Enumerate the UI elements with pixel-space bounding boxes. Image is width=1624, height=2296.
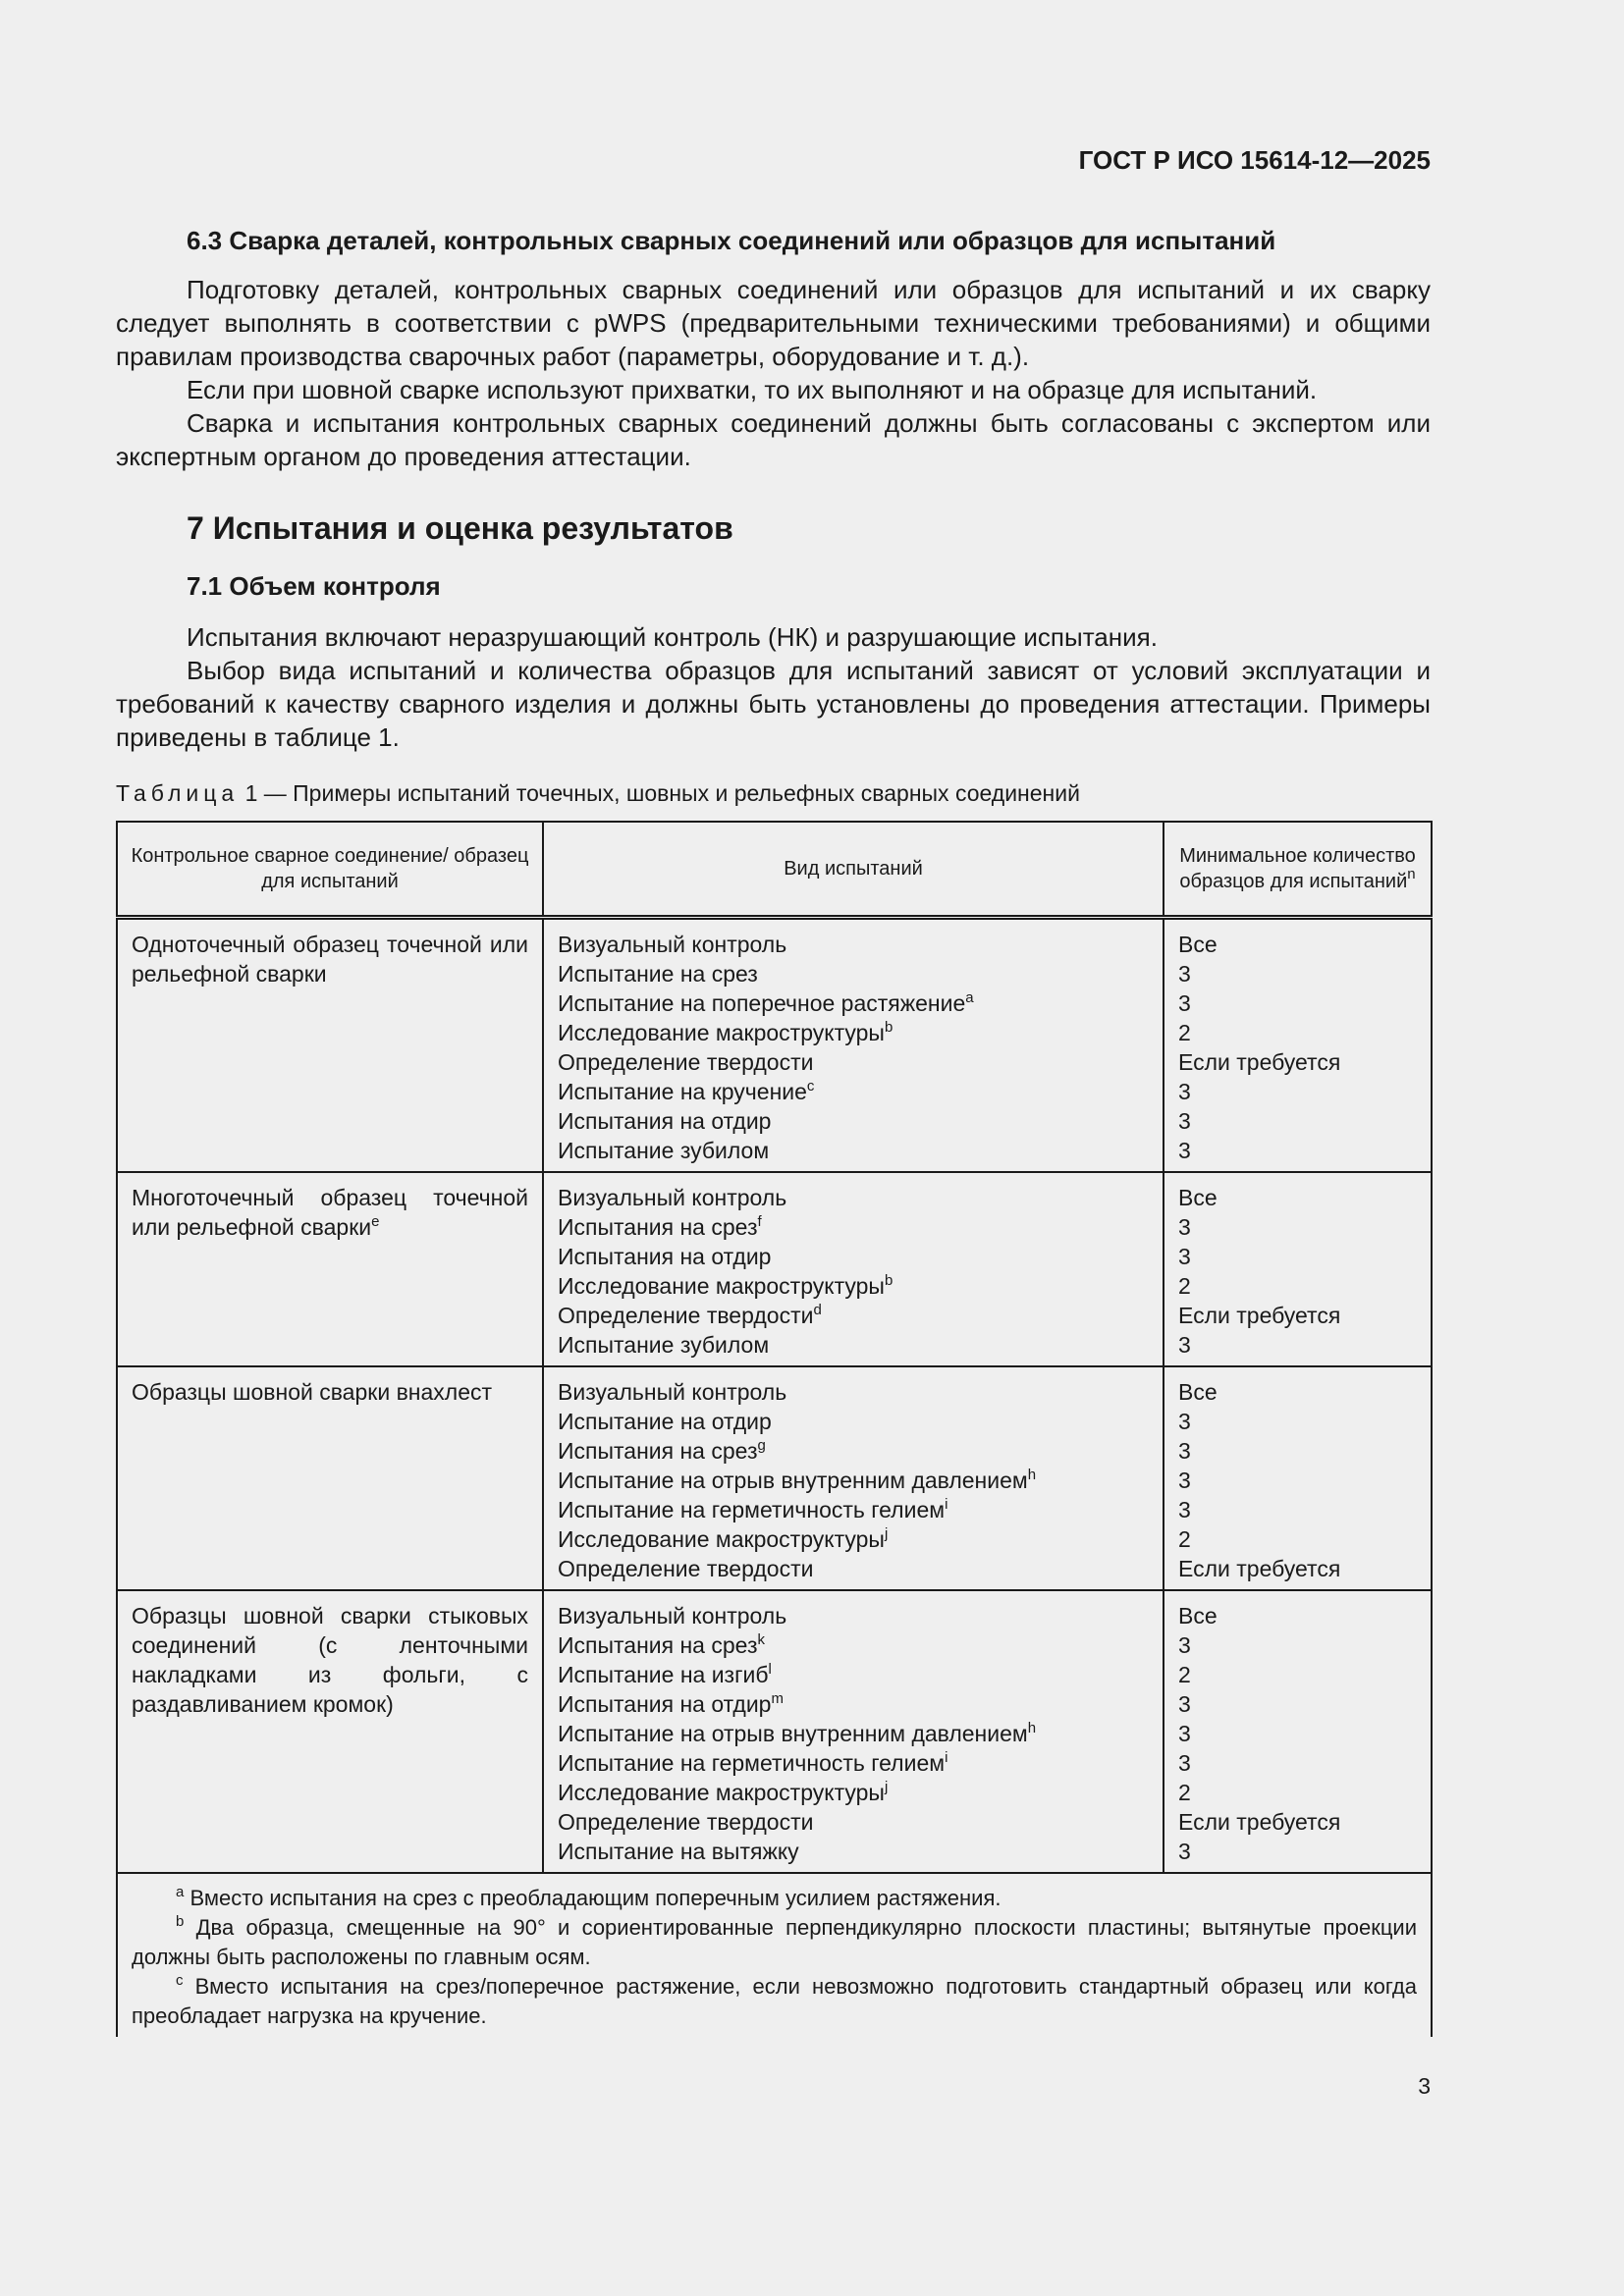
test-quantity: Все [1178,932,1218,957]
test-quantity: 2 [1178,1526,1191,1552]
test-name [558,1077,1149,1106]
page-content [116,224,1431,2037]
test-quantity: Если требуется [1178,1809,1341,1835]
test-name [558,1377,1149,1407]
test-quantity: Если требуется [1178,1556,1341,1581]
footnote [132,1913,1417,1972]
header-specimen: Контрольное сварное соединение/ образец для испытаний [117,822,543,918]
test-name-text: Испытание на поперечное растяжение [558,990,966,1016]
test-quantity: 3 [1178,1108,1191,1134]
test-name-text: Испытания на отдир [558,1244,772,1269]
footnote-mark: a [176,1884,185,1900]
test-quantity: 3 [1178,1214,1191,1240]
section-6-3-heading: 6.3 Сварка деталей, контрольных сварных соединений или образцов для испытаний [187,226,1276,255]
specimen-cell [117,918,543,1173]
document-code: ГОСТ Р ИСО 15614-12—2025 [1078,145,1431,175]
test-name [558,1601,1149,1630]
test-quantity: Все [1178,1379,1218,1405]
footnote-mark: b [176,1913,185,1930]
test-quantity: 3 [1178,1138,1191,1163]
test-quantity: 3 [1178,1332,1191,1358]
test-quantity: 3 [1178,1750,1191,1776]
test-name-text: Испытания на срез [558,1214,758,1240]
specimen-text: Образцы шовной сварки стыковых соединений (с ленточными накладками из фольги, с раздавливанием кромок) [132,1603,528,1717]
test-name-text: Испытания на отдир [558,1108,772,1134]
test-name-text: Испытание на отрыв внутренним давлением [558,1721,1028,1746]
footnote-ref: d [813,1302,822,1318]
test-name [558,1689,1149,1719]
test-name-text: Испытание зубилом [558,1138,770,1163]
test-quantity: 3 [1178,1632,1191,1658]
test-name [558,1495,1149,1524]
footnote-ref: j [884,1779,889,1795]
test-name [558,1778,1149,1807]
table-row [117,1590,1432,1873]
test-name-text: Исследование макроструктуры [558,1020,885,1045]
test-quantity: 2 [1178,1780,1191,1805]
test-name-text: Испытание на срез [558,961,758,987]
test-name-text: Испытание на вытяжку [558,1839,799,1864]
test-types-cell [543,918,1164,1173]
test-quantity: 3 [1178,1721,1191,1746]
test-name [558,1106,1149,1136]
test-name-text: Исследование макроструктуры [558,1273,885,1299]
test-quantity: 3 [1178,1839,1191,1864]
footnote-ref: n [1407,866,1416,882]
test-quantity: 2 [1178,1273,1191,1299]
test-name [558,930,1149,959]
specimen-text: Многоточечный образец точечной или рельефной сварки [132,1185,528,1240]
table-header-row [117,822,1432,918]
specimen-text: Одноточечный образец точечной или рельефной сварки [132,932,528,987]
test-quantity: 3 [1178,1468,1191,1493]
footnote-ref: b [884,1272,893,1289]
test-name-text: Визуальный контроль [558,1379,787,1405]
test-quantity: 3 [1178,1079,1191,1104]
page-number: 3 [1418,2073,1431,2099]
table-footnotes [117,1873,1432,2037]
test-name-text: Испытание зубилом [558,1332,770,1358]
specimen-cell [117,1366,543,1590]
test-quantity: 2 [1178,1020,1191,1045]
quantities-cell [1164,1366,1432,1590]
test-name-text: Испытание на отрыв внутренним давлением [558,1468,1028,1493]
test-name [558,1630,1149,1660]
footnote-text: Вместо испытания на срез/поперечное растяжение, если невозможно подготовить стандартный образец или когда преобладает нагрузка на кручение. [132,1974,1417,2028]
section-7-1-heading: 7.1 Объем контроля [187,571,441,601]
footnote-mark: c [176,1972,184,1989]
test-name [558,1436,1149,1466]
footnote-ref: k [757,1631,765,1648]
test-name [558,1242,1149,1271]
test-quantity: Все [1178,1185,1218,1210]
quantities-cell [1164,1590,1432,1873]
test-name-text: Испытание на кручение [558,1079,807,1104]
test-name-text: Испытание на герметичность гелием [558,1750,946,1776]
test-name-text: Испытания на срез [558,1438,758,1464]
test-quantity: 3 [1178,1497,1191,1522]
test-name [558,1047,1149,1077]
test-quantity: Если требуется [1178,1303,1341,1328]
test-name [558,1183,1149,1212]
quantities-cell [1164,918,1432,1173]
test-name [558,1330,1149,1360]
test-name [558,1748,1149,1778]
test-name-text: Испытания на срез [558,1632,758,1658]
table-row [117,918,1432,1173]
quantities-cell [1164,1172,1432,1366]
test-name [558,1271,1149,1301]
footnotes-row [117,1873,1432,2037]
test-name [558,1837,1149,1866]
footnote [132,1884,1417,1913]
test-quantity: 2 [1178,1662,1191,1687]
test-quantity: 3 [1178,1691,1191,1717]
test-quantity: Все [1178,1603,1218,1629]
specimen-cell [117,1590,543,1873]
footnote-text: Вместо испытания на срез с преобладающим поперечным усилием растяжения. [184,1886,1001,1910]
test-types-cell [543,1172,1164,1366]
test-name-text: Исследование макроструктуры [558,1526,885,1552]
test-name-text: Визуальный контроль [558,1185,787,1210]
footnote-ref: f [757,1213,762,1230]
test-name [558,1212,1149,1242]
test-name [558,1524,1149,1554]
table-row [117,1366,1432,1590]
table-caption-word: Таблица [116,780,240,806]
table-caption-text: 1 — Примеры испытаний точечных, шовных и рельефных сварных соединений [239,780,1080,806]
test-quantity: Если требуется [1178,1049,1341,1075]
specimen-text: Образцы шовной сварки внахлест [132,1379,493,1405]
test-name [558,1018,1149,1047]
test-name [558,1136,1149,1165]
test-quantity: 3 [1178,1438,1191,1464]
tests-table [116,821,1433,2037]
test-types-cell [543,1590,1164,1873]
test-name [558,959,1149,988]
test-name-text: Определение твердости [558,1303,814,1328]
footnote-text: Два образца, смещенные на 90° и сориентированные перпендикулярно плоскости пластины; вытянутые проекции должны быть расположены по главным осям. [132,1915,1417,1969]
footnote-ref: h [1027,1720,1037,1736]
test-quantity: 3 [1178,1244,1191,1269]
table-caption [116,779,1431,807]
footnote-ref: g [757,1437,766,1454]
specimen-cell [117,1172,543,1366]
test-quantity: 3 [1178,1409,1191,1434]
footnote-ref: e [371,1213,380,1230]
test-name [558,1719,1149,1748]
test-name-text: Определение твердости [558,1809,814,1835]
test-name-text: Визуальный контроль [558,932,787,957]
test-name-text: Определение твердости [558,1049,814,1075]
test-name-text: Испытание на герметичность гелием [558,1497,946,1522]
test-name-text: Определение твердости [558,1556,814,1581]
footnote [132,1972,1417,2031]
test-name [558,1660,1149,1689]
test-name [558,1807,1149,1837]
test-name-text: Исследование макроструктуры [558,1780,885,1805]
footnote-ref: j [884,1525,889,1542]
footnote-ref: c [806,1078,815,1095]
footnote-ref: a [965,989,974,1006]
header-test-type: Вид испытаний [543,822,1164,918]
footnote-ref: l [768,1661,772,1678]
paragraph: Подготовку деталей, контрольных сварных соединений или образцов для испытаний и их сварку следует выполнять в соответствии с pWPS (предварительными техническими требованиями) и общими правилам производства сварочных работ (параметры, оборудование и т. д.). [116,275,1431,371]
paragraph: Если при шовной сварке используют прихватки, то их выполняют и на образце для испытаний. [187,375,1318,404]
footnote-ref: i [945,1749,948,1766]
footnote-ref: h [1027,1467,1037,1483]
test-name-text: Испытание на изгиб [558,1662,769,1687]
footnote-ref: i [945,1496,948,1513]
test-name [558,1554,1149,1583]
test-name-text: Испытание на отдир [558,1409,772,1434]
table-row [117,1172,1432,1366]
test-name [558,1466,1149,1495]
header-min-quantity [1164,822,1432,918]
test-quantity: 3 [1178,961,1191,987]
test-types-cell [543,1366,1164,1590]
test-name-text: Визуальный контроль [558,1603,787,1629]
paragraph: Сварка и испытания контрольных сварных соединений должны быть согласованы с экспертом или экспертным органом до проведения аттестации. [116,408,1431,471]
header-min-quantity-text: Минимальное количество образцов для испытаний [1179,845,1416,892]
footnote-ref: b [884,1019,893,1036]
test-name [558,988,1149,1018]
test-quantity: 3 [1178,990,1191,1016]
test-name [558,1407,1149,1436]
section-7-heading: 7 Испытания и оценка результатов [187,510,733,546]
paragraph: Испытания включают неразрушающий контроль (НК) и разрушающие испытания. [187,622,1158,652]
footnote-ref: m [771,1690,784,1707]
test-name-text: Испытания на отдир [558,1691,772,1717]
paragraph: Выбор вида испытаний и количества образцов для испытаний зависят от условий эксплуатации и требований к качеству сварного изделия и должны быть установлены до проведения аттестации. Примеры приведены в таблице 1. [116,656,1431,752]
test-name [558,1301,1149,1330]
